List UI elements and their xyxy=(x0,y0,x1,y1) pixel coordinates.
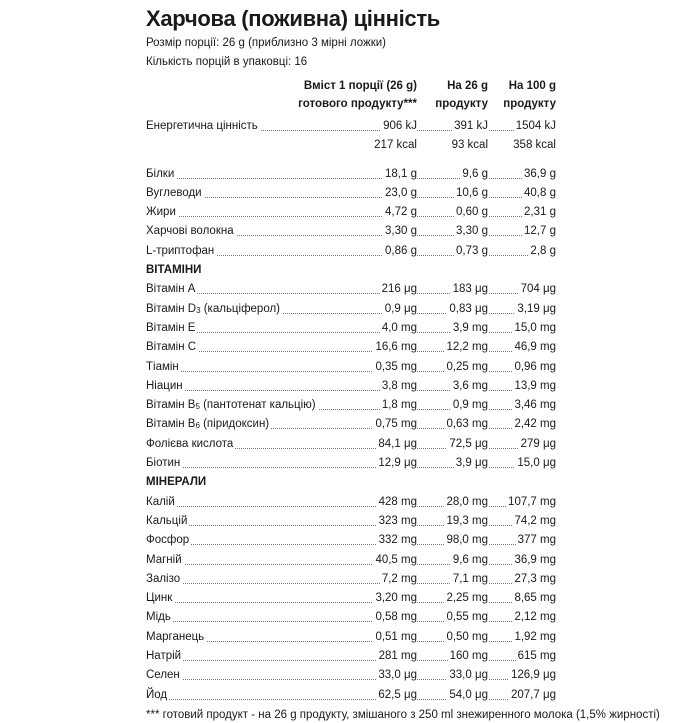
minerals-table xyxy=(146,493,556,705)
table-row xyxy=(146,165,556,184)
table-row xyxy=(146,136,556,155)
dot-leader xyxy=(146,197,556,198)
nutrient-value-v3: 1504 kJ xyxy=(514,117,556,136)
nutrient-value-v1: 40,5 mg xyxy=(373,551,417,570)
nutrient-value-v2: 3,9 μg xyxy=(454,454,488,473)
table-row xyxy=(146,608,556,627)
table-row xyxy=(146,647,556,666)
nutrient-label: Вітамін C xyxy=(146,338,198,357)
nutrient-value-v1: 0,35 mg xyxy=(373,358,417,377)
table-row xyxy=(146,377,556,396)
column-header-per-serving-prepared xyxy=(287,77,417,113)
column-header-per-26g xyxy=(428,77,488,113)
nutrient-label: Енергетична цінність xyxy=(146,117,260,136)
table-row xyxy=(146,184,556,203)
servings-per-container: Кількість порцій в упаковці: 16 xyxy=(146,56,308,68)
nutrient-label: Вітамін $B_6$ (піридоксин) xyxy=(146,415,271,435)
nutrient-value-v2: 3,9 mg xyxy=(451,319,488,338)
nutrient-value-v1: 906 kJ xyxy=(381,117,417,136)
table-row xyxy=(146,242,556,261)
nutrient-value-v1: 3,20 mg xyxy=(373,589,417,608)
table-row xyxy=(146,493,556,512)
nutrient-value-v1: 281 mg xyxy=(377,647,417,666)
dot-leader xyxy=(146,351,556,352)
nutrient-value-v3: 8,65 mg xyxy=(512,589,556,608)
nutrient-value-v3: 13,9 mg xyxy=(512,377,556,396)
dot-leader xyxy=(146,390,556,391)
nutrient-value-v2: 3,30 g xyxy=(454,222,488,241)
nutrient-value-v1: 3,30 g xyxy=(383,222,417,241)
column-header-line: продукту xyxy=(503,98,556,110)
nutrient-value-v3: 2,42 mg xyxy=(512,415,556,434)
nutrient-value-v3: 107,7 mg xyxy=(506,493,556,512)
nutrient-value-v3: 0,96 mg xyxy=(512,358,556,377)
nutrient-value-v1: 323 mg xyxy=(377,512,417,531)
nutrient-value-v3: 15,0 mg xyxy=(512,319,556,338)
nutrient-value-v3: 27,3 mg xyxy=(512,570,556,589)
nutrient-label: Біотин xyxy=(146,454,182,473)
nutrient-label: Мідь xyxy=(146,608,173,627)
nutrient-value-v2: 54,0 μg xyxy=(447,686,488,705)
nutrient-label: Залізо xyxy=(146,570,182,589)
nutrient-value-v1: 23,0 g xyxy=(383,184,417,203)
nutrient-label: Фосфор xyxy=(146,531,191,550)
nutrient-value-v3: 279 μg xyxy=(519,435,556,454)
footnote: *** готовий продукт - на 26 g продукту, змішаного з 250 ml знежиренного молока (1,5% жирності) xyxy=(146,708,660,721)
nutrient-label: Марганець xyxy=(146,628,206,647)
nutrient-value-v1: 16,6 mg xyxy=(373,338,417,357)
nutrient-label: Селен xyxy=(146,666,182,685)
table-row xyxy=(146,280,556,299)
nutrient-value-v1: 0,9 μg xyxy=(383,300,417,319)
nutrient-value-v3: 36,9 g xyxy=(522,165,556,184)
nutrient-value-v1: 0,75 mg xyxy=(373,415,417,434)
nutrient-value-v3: 615 mg xyxy=(516,647,556,666)
nutrient-value-v3: 704 μg xyxy=(519,280,556,299)
table-row xyxy=(146,396,556,415)
table-row xyxy=(146,551,556,570)
nutrient-value-v1: 0,51 mg xyxy=(373,628,417,647)
nutrient-value-v3: 40,8 g xyxy=(522,184,556,203)
dot-leader xyxy=(146,467,556,468)
nutrient-value-v3: 3,19 μg xyxy=(515,300,556,319)
page-title: Харчова (поживна) цінність xyxy=(146,6,441,31)
nutrient-value-v2: 9,6 mg xyxy=(451,551,488,570)
nutrient-value-v1: 84,1 μg xyxy=(376,435,417,454)
table-row xyxy=(146,319,556,338)
nutrient-value-v3: 74,2 mg xyxy=(512,512,556,531)
nutrient-value-v1: 0,86 g xyxy=(383,242,417,261)
nutrient-label: L-триптофан xyxy=(146,242,216,261)
dot-leader xyxy=(146,332,556,333)
nutrient-value-v1: 33,0 μg xyxy=(376,666,417,685)
dot-leader xyxy=(146,679,556,680)
column-header-line: готового продукту*** xyxy=(298,98,417,110)
table-row xyxy=(146,570,556,589)
column-header-line: Вміст 1 порції (26 g) xyxy=(303,80,417,92)
nutrient-label: Жири xyxy=(146,203,178,222)
dot-leader xyxy=(146,525,556,526)
column-headers xyxy=(146,77,556,117)
dot-leader xyxy=(146,506,556,507)
table-row xyxy=(146,358,556,377)
nutrient-value-v2: 0,73 g xyxy=(454,242,488,261)
nutrient-value-v1: 18,1 g xyxy=(383,165,417,184)
table-row xyxy=(146,415,556,434)
nutrient-label: Вітамін $D_3$ (кальціферол) xyxy=(146,300,282,320)
nutrient-label: Кальцій xyxy=(146,512,189,531)
table-row xyxy=(146,117,556,136)
nutrient-label: Вуглеводи xyxy=(146,184,204,203)
table-row xyxy=(146,531,556,550)
nutrient-value-v3: 36,9 mg xyxy=(512,551,556,570)
nutrient-value-v2: 72,5 μg xyxy=(447,435,488,454)
dot-leader xyxy=(146,178,556,179)
column-header-line: На 26 g xyxy=(447,80,488,92)
nutrient-label: Цинк xyxy=(146,589,174,608)
table-row xyxy=(146,666,556,685)
nutrient-value-v2: 0,63 mg xyxy=(444,415,488,434)
nutrient-value-v1: 216 μg xyxy=(380,280,417,299)
nutrient-value-v3: 2,12 mg xyxy=(512,608,556,627)
dot-leader xyxy=(146,641,556,642)
table-row xyxy=(146,454,556,473)
dot-leader xyxy=(146,699,556,700)
nutrient-value-v2: 12,2 mg xyxy=(444,338,488,357)
dot-leader xyxy=(146,660,556,661)
nutrient-value-v2: 93 kcal xyxy=(450,136,488,155)
nutrient-value-v2: 0,25 mg xyxy=(444,358,488,377)
nutrient-value-v1: 217 kcal xyxy=(372,136,417,155)
table-row xyxy=(146,435,556,454)
nutrient-label: Ніацин xyxy=(146,377,185,396)
table-row xyxy=(146,222,556,241)
nutrient-value-v2: 0,83 μg xyxy=(447,300,488,319)
table-row xyxy=(146,338,556,357)
vitamins-heading: ВІТАМІНИ xyxy=(146,264,202,277)
nutrient-label: Натрій xyxy=(146,647,183,666)
nutrient-value-v3: 207,7 μg xyxy=(509,686,556,705)
nutrient-value-v2: 98,0 mg xyxy=(444,531,488,550)
nutrient-value-v2: 28,0 mg xyxy=(444,493,488,512)
nutrient-value-v2: 7,1 mg xyxy=(451,570,488,589)
nutrient-value-v2: 2,25 mg xyxy=(444,589,488,608)
nutrient-value-v1: 0,58 mg xyxy=(373,608,417,627)
nutrient-value-v3: 126,9 μg xyxy=(509,666,556,685)
nutrient-value-v2: 0,60 g xyxy=(454,203,488,222)
nutrient-value-v3: 12,7 g xyxy=(522,222,556,241)
nutrient-value-v2: 0,50 mg xyxy=(444,628,488,647)
nutrient-value-v1: 428 mg xyxy=(377,493,417,512)
nutrient-value-v1: 3,8 mg xyxy=(380,377,417,396)
nutrition-facts-panel xyxy=(146,6,660,723)
nutrient-value-v3: 2,8 g xyxy=(528,242,556,261)
table-row xyxy=(146,300,556,319)
nutrient-value-v2: 19,3 mg xyxy=(444,512,488,531)
nutrient-value-v1: 4,0 mg xyxy=(380,319,417,338)
nutrient-value-v2: 10,6 g xyxy=(454,184,488,203)
nutrient-value-v1: 7,2 mg xyxy=(380,570,417,589)
dot-leader xyxy=(146,216,556,217)
nutrient-label: Калій xyxy=(146,493,177,512)
nutrient-value-v3: 15,0 μg xyxy=(515,454,556,473)
table-row xyxy=(146,203,556,222)
nutrient-value-v2: 3,6 mg xyxy=(451,377,488,396)
dot-leader xyxy=(146,583,556,584)
nutrient-value-v2: 0,9 mg xyxy=(451,396,488,415)
table-row xyxy=(146,589,556,608)
nutrient-value-v2: 391 kJ xyxy=(452,117,488,136)
dot-leader xyxy=(146,544,556,545)
nutrient-value-v2: 9,6 g xyxy=(460,165,488,184)
dot-leader xyxy=(146,371,556,372)
serving-size: Розмір порції: 26 g (приблизно 3 мірні ложки) xyxy=(146,37,387,49)
nutrient-value-v3: 377 mg xyxy=(516,531,556,550)
nutrient-label: Магній xyxy=(146,551,184,570)
nutrient-label: Йод xyxy=(146,686,169,705)
nutrient-value-v1: 4,72 g xyxy=(383,203,417,222)
nutrient-value-v1: 332 mg xyxy=(377,531,417,550)
nutrient-value-v2: 0,55 mg xyxy=(444,608,488,627)
nutrient-value-v3: 2,31 g xyxy=(522,203,556,222)
nutrient-label: Фолієва кислота xyxy=(146,435,235,454)
vitamins-table xyxy=(146,280,556,473)
nutrient-value-v3: 3,46 mg xyxy=(512,396,556,415)
column-header-line: продукту xyxy=(435,98,488,110)
table-row xyxy=(146,628,556,647)
nutrient-value-v1: 1,8 mg xyxy=(380,396,417,415)
nutrient-value-v1: 62,5 μg xyxy=(376,686,417,705)
nutrient-label: Білки xyxy=(146,165,176,184)
nutrient-value-v2: 183 μg xyxy=(451,280,488,299)
nutrient-label: Тіамін xyxy=(146,358,181,377)
nutrient-label: Вітамін $B_5$ (пантотенат кальцію) xyxy=(146,396,318,416)
nutrient-value-v2: 33,0 μg xyxy=(447,666,488,685)
dot-leader xyxy=(146,564,556,565)
column-header-per-100g xyxy=(496,77,556,113)
nutrient-label: Вітамін E xyxy=(146,319,197,338)
nutrient-value-v3: 1,92 mg xyxy=(512,628,556,647)
nutrient-value-v3: 46,9 mg xyxy=(512,338,556,357)
dot-leader xyxy=(146,602,556,603)
dot-leader xyxy=(146,621,556,622)
dot-leader xyxy=(146,293,556,294)
nutrient-value-v3: 358 kcal xyxy=(511,136,556,155)
table-row xyxy=(146,512,556,531)
nutrient-value-v1: 12,9 μg xyxy=(376,454,417,473)
minerals-heading: МІНЕРАЛИ xyxy=(146,476,207,489)
table-row xyxy=(146,686,556,705)
nutrients-table xyxy=(146,117,556,261)
nutrient-value-v2: 160 mg xyxy=(448,647,488,666)
nutrient-label: Вітамін A xyxy=(146,280,197,299)
nutrient-label: Харчові волокна xyxy=(146,222,236,241)
column-header-line: На 100 g xyxy=(508,80,556,92)
